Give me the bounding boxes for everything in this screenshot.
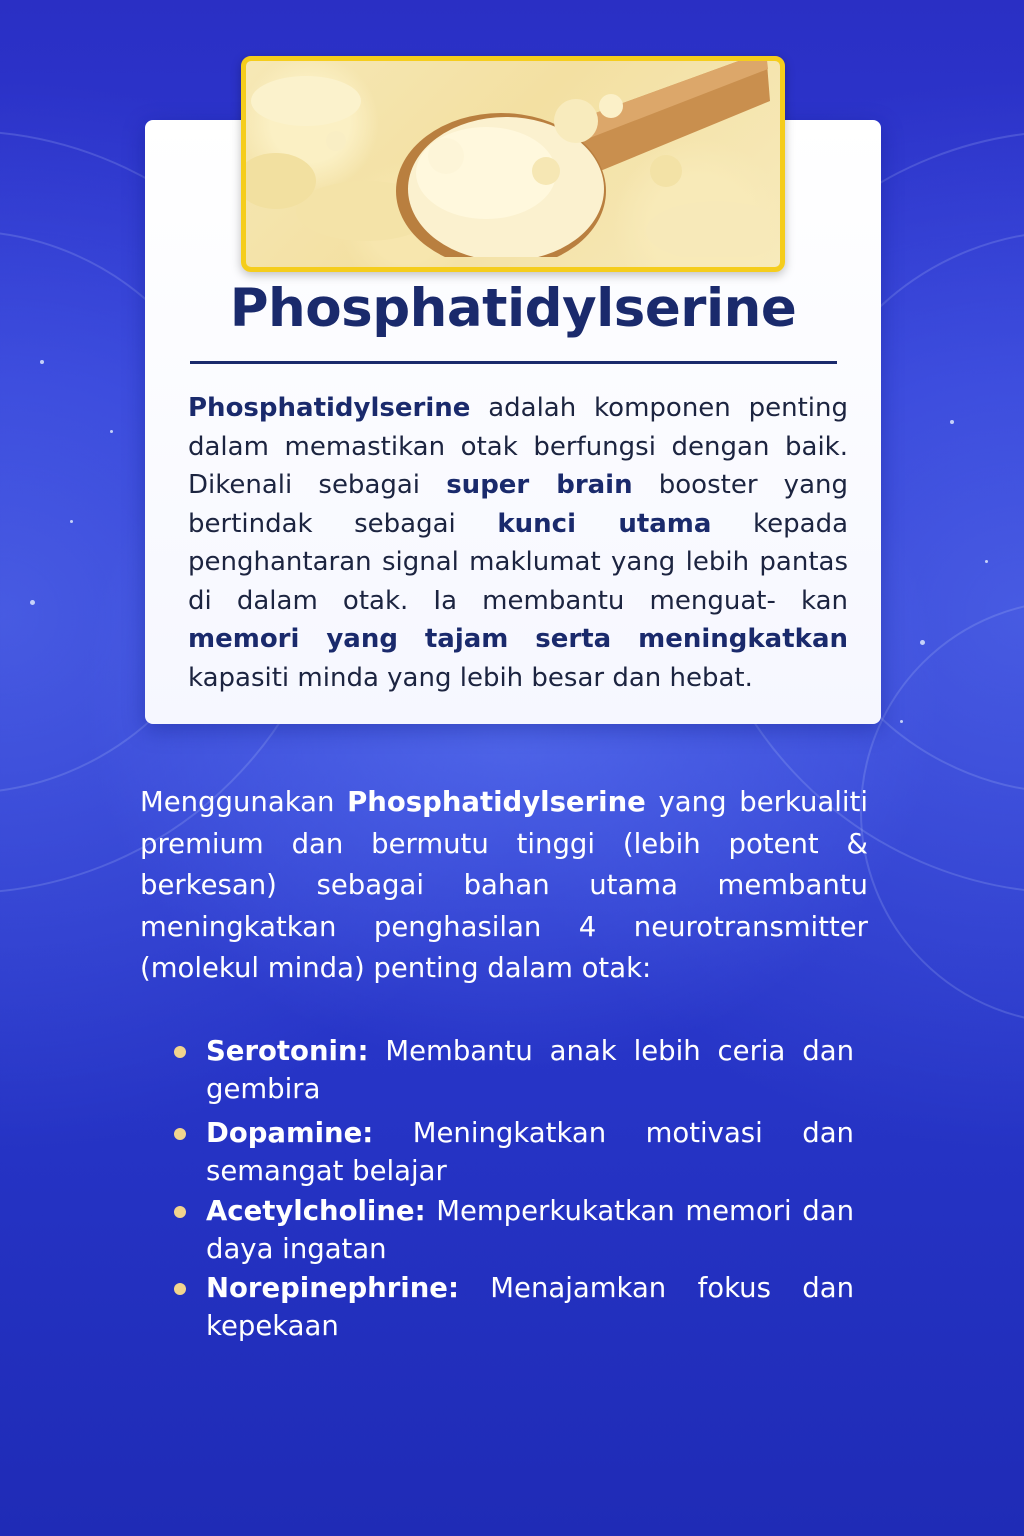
card-text-segment: memori yang tajam serta meningkatkan [188, 624, 848, 654]
list-item-term: Norepinephrine: [206, 1272, 459, 1304]
intro-text-segment: Phosphatidylserine [347, 786, 646, 818]
title-divider [190, 361, 837, 364]
sparkle [70, 520, 73, 523]
list-item-term: Acetylcholine: [206, 1195, 426, 1227]
bullet-dot-icon [174, 1283, 186, 1295]
card-text-segment: Phosphatidylserine [188, 393, 471, 423]
sparkle [30, 600, 35, 605]
sparkle [900, 720, 903, 723]
list-item [174, 1269, 854, 1345]
card-text-segment: kapasiti minda yang lebih besar dan hebat. [188, 662, 753, 693]
list-item [174, 1032, 854, 1108]
page-title: Phosphatidylserine [229, 278, 797, 339]
card-text-segment: kepada penghantaran signal maklumat yang lebih pantas di dalam otak. Ia membantu menguat- kan [188, 508, 849, 616]
list-item-desc: Menajamkan fokus dan kepekaan [206, 1272, 854, 1342]
bullet-dot-icon [174, 1046, 186, 1058]
list-item-desc: Memperkukatkan memori dan daya ingatan [206, 1195, 854, 1265]
bullet-dot-icon [174, 1206, 186, 1218]
card-description [188, 389, 848, 697]
powder-spoon-image [241, 56, 785, 272]
list-item-desc: Membantu anak lebih ceria dan gembira [206, 1035, 854, 1105]
intro-paragraph [140, 782, 868, 990]
sparkle [920, 640, 925, 645]
sparkle [40, 360, 44, 364]
card-text-segment: super brain [446, 470, 633, 500]
list-item [174, 1192, 854, 1268]
card-text-segment: kunci utama [497, 508, 712, 539]
intro-text-segment: yang berkualiti premium dan bermutu tinggi (lebih potent & berkesan) sebagai bahan utama membantu meningkatkan penghasilan 4 neurotransmitter (molekul minda) penting dalam otak: [140, 786, 868, 984]
list-item-term: Dopamine: [206, 1117, 374, 1149]
list-item [174, 1114, 854, 1190]
list-item-term: Serotonin: [206, 1035, 369, 1067]
sparkle [110, 430, 113, 433]
sparkle [985, 560, 988, 563]
card-text-segment: adalah komponen penting dalam memastikan otak berfungsi dengan baik. Dikenali sebagai [188, 393, 848, 500]
intro-text-segment: Menggunakan [140, 786, 348, 818]
list-item-desc: Meningkatkan motivasi dan semangat belajar [206, 1117, 854, 1187]
bullet-dot-icon [174, 1128, 186, 1140]
card-text-segment: booster yang bertindak sebagai [188, 470, 848, 539]
sparkle [950, 420, 954, 424]
